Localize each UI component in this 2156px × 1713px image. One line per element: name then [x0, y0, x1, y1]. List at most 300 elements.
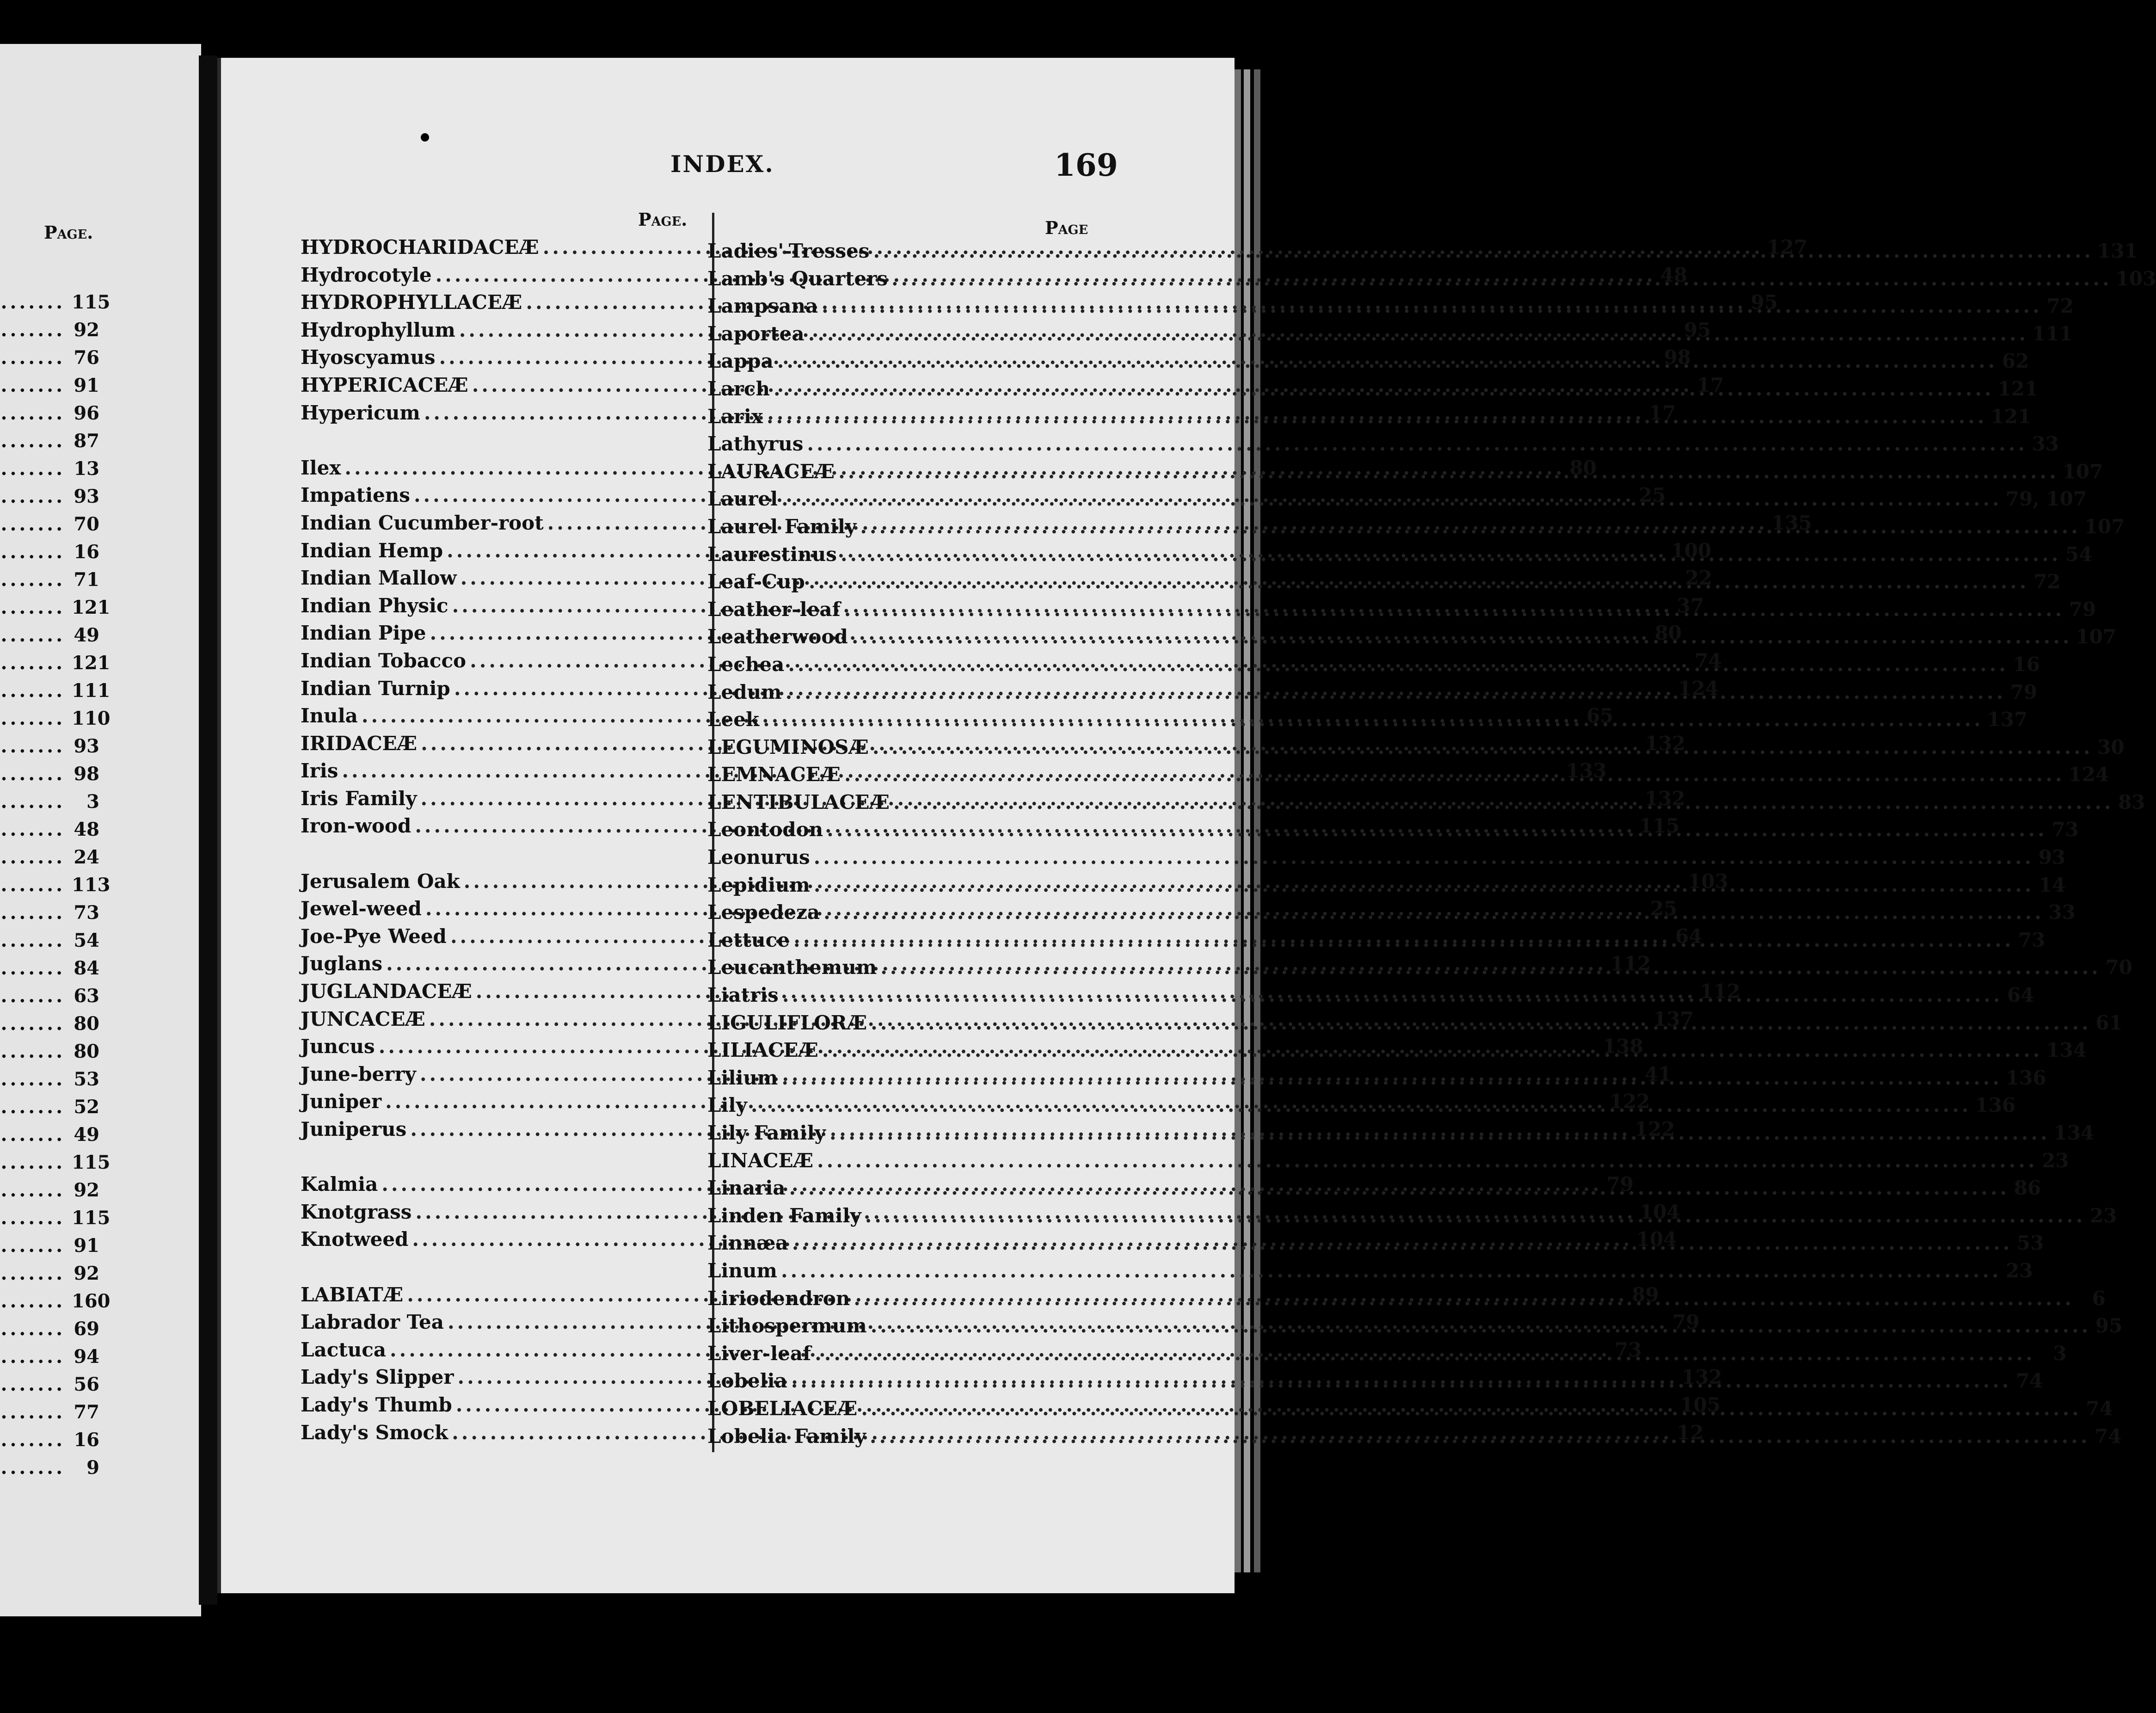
entry-name: LENTIBULACEÆ [707, 790, 890, 813]
left-page-number: 160 [72, 1290, 111, 1312]
dot-leader [0, 513, 65, 535]
left-page-number: 110 [72, 708, 111, 729]
left-page-number: 93 [74, 735, 99, 757]
left-page-entry [0, 375, 99, 402]
dot-leader [789, 1177, 2010, 1199]
entry-page: 104 [1636, 1228, 1677, 1251]
entry-page: 73 [1615, 1338, 1642, 1361]
entry-name: JUNCACEÆ [301, 1007, 425, 1030]
left-page-number: 91 [74, 375, 99, 396]
entry-page: 95 [1683, 318, 1711, 341]
entry-name: Juniper [301, 1090, 382, 1113]
dot-leader [827, 818, 2047, 841]
entry-name: Ilex [301, 456, 341, 479]
entry-page: 23 [2089, 1204, 2117, 1227]
left-page-entry [0, 708, 111, 735]
dot-leader [0, 1152, 65, 1173]
dot-leader [0, 791, 65, 813]
dot-leader [873, 240, 2094, 262]
entry-page: 136 [1975, 1094, 2016, 1117]
left-page-number: 87 [74, 430, 99, 452]
dot-leader [814, 846, 2034, 869]
entry-page: 95 [2095, 1314, 2123, 1337]
left-page-number: 115 [72, 291, 111, 313]
entry-name: Lappa [707, 350, 774, 373]
entry-name: Lobelia [707, 1369, 787, 1393]
entry-name: Liriodendron [707, 1287, 850, 1310]
entry-page: 100 [1671, 539, 1712, 562]
dot-leader [822, 295, 2042, 317]
left-page-list [0, 291, 111, 1485]
entry-page: 74 [2015, 1369, 2043, 1393]
entry-page: 79 [2069, 598, 2096, 621]
entry-page: 79 [1606, 1173, 1634, 1196]
left-page-number: 93 [74, 486, 99, 507]
entry-name: Laurestinus [707, 542, 837, 566]
dot-leader [0, 569, 65, 591]
dot-leader [807, 432, 2027, 455]
entry-name: Lily [707, 1094, 747, 1117]
dot-leader [0, 652, 65, 674]
entry-name: Juglans [301, 952, 383, 975]
entry-page: 103 [2115, 267, 2156, 290]
entry-page: 124 [2068, 763, 2109, 786]
dot-leader [0, 708, 65, 729]
entry-name: Indian Mallow [301, 567, 457, 590]
entry-name: Jewel-weed [301, 897, 422, 920]
left-page-number: 77 [74, 1401, 99, 1423]
left-page-entry [0, 1429, 99, 1457]
left-page-entry [0, 541, 99, 569]
dot-leader [841, 543, 2061, 566]
dot-leader [0, 1429, 65, 1451]
dot-leader [0, 458, 65, 480]
dot-leader [763, 708, 1984, 731]
entry-name: Iron-wood [301, 814, 412, 838]
entry-page: 23 [2006, 1259, 2033, 1282]
entry-page: 80 [1654, 622, 1682, 645]
entry-page: 137 [1653, 1007, 1694, 1030]
entry-name: Indian Pipe [301, 622, 426, 645]
entry-name: Indian Physic [301, 594, 448, 617]
entry-name: Inula [301, 704, 358, 727]
entry-page: 12 [1677, 1421, 1704, 1444]
entry-name: Juncus [301, 1035, 375, 1058]
entry-page: 17 [1648, 401, 1676, 424]
entry-name: LAURACEÆ [707, 460, 835, 483]
dot-leader [870, 1425, 2090, 1448]
dot-leader [0, 846, 65, 868]
entry-name: Hyoscyamus [301, 346, 436, 369]
dot-leader [788, 653, 2009, 676]
left-page-number: 48 [74, 819, 99, 840]
entry-page: 135 [1771, 511, 1812, 534]
dot-leader [0, 1207, 65, 1229]
entry-name: Juniperus [301, 1118, 407, 1140]
entry-name: Laurel [707, 487, 778, 511]
dot-leader [880, 956, 2101, 979]
dot-leader [0, 541, 65, 563]
left-page-number: 121 [72, 652, 111, 674]
dot-leader [786, 681, 2006, 703]
entry-page: 89 [1632, 1283, 1659, 1306]
entry-page: 74 [1695, 649, 1722, 672]
entry-name: Hydrophyllum [301, 318, 455, 341]
dot-leader [891, 267, 2112, 290]
dot-leader [0, 1401, 65, 1423]
dot-leader [871, 1011, 2091, 1034]
entry-page: 74 [2086, 1397, 2113, 1420]
entry-name: Lathyrus [707, 432, 804, 456]
left-page-entry [0, 597, 111, 624]
entry-name: Impatiens [301, 484, 410, 507]
left-page-number: 16 [74, 1429, 99, 1451]
entry-page: 107 [2076, 625, 2117, 648]
left-page-entry [0, 791, 99, 819]
left-page-entry [0, 1013, 99, 1041]
entry-name: Linaria [707, 1177, 786, 1200]
left-page-number: 16 [74, 541, 99, 563]
left-page-entry [0, 1179, 99, 1207]
dot-leader [0, 597, 65, 618]
entry-name: Ladies'-Tresses [707, 240, 870, 262]
left-page-number: 53 [74, 1068, 99, 1090]
entry-name: LEGUMINOSÆ [707, 735, 869, 758]
dot-leader [865, 1204, 2086, 1227]
dot-leader [751, 1094, 1972, 1116]
dot-leader [0, 1290, 65, 1312]
index-entry [707, 432, 2059, 460]
left-page-entry [0, 1263, 99, 1290]
entry-name: LIGULIFLORÆ [707, 1011, 867, 1034]
left-page-entry [0, 458, 99, 486]
left-page-number: 49 [74, 624, 99, 646]
left-page-entry [0, 319, 99, 347]
left-page-entry [0, 1346, 99, 1374]
left-page-entry [0, 902, 99, 930]
dot-leader [822, 1039, 2043, 1061]
dot-leader [815, 1342, 2035, 1365]
entry-name: Linnæa [707, 1232, 788, 1255]
left-page-number: 80 [74, 1041, 99, 1062]
entry-page: 122 [1634, 1118, 1675, 1140]
entry-name: Lactuca [301, 1338, 387, 1361]
dot-leader [0, 291, 65, 313]
index-entry [707, 846, 2066, 874]
left-page-entry [0, 291, 111, 319]
entry-name: Jerusalem Oak [301, 869, 460, 893]
entry-name: LINACEÆ [707, 1149, 814, 1172]
entry-name: HYDROCHARIDACEÆ [301, 236, 539, 259]
entry-name: Ledum [707, 680, 782, 703]
dot-leader [781, 1066, 2002, 1089]
entry-page: 70 [2105, 956, 2132, 979]
entry-page: 65 [1586, 704, 1614, 727]
dot-leader [838, 460, 2059, 483]
dot-leader [808, 322, 2029, 345]
left-page-label: Page. [44, 222, 93, 243]
dot-leader [767, 405, 1987, 428]
left-page-number: 115 [72, 1152, 111, 1173]
entry-page: 72 [2033, 570, 2061, 593]
entry-page: 79 [2010, 680, 2038, 703]
entry-page: 121 [1997, 377, 2039, 400]
dot-leader [0, 375, 65, 396]
left-page-entry [0, 1096, 99, 1124]
dot-leader [872, 736, 2093, 758]
entry-page: 133 [1566, 759, 1607, 783]
entry-name: Leaf-Cup [707, 570, 805, 593]
entry-name: Hydrocotyle [301, 263, 432, 286]
ink-spot [421, 133, 429, 142]
dot-leader [0, 1179, 65, 1201]
left-page-entry [0, 1374, 99, 1401]
entry-name: Iris [301, 759, 338, 783]
left-page-number: 69 [74, 1318, 99, 1340]
entry-name: Lampsana [707, 295, 818, 318]
entry-page: 62 [2002, 350, 2029, 373]
entry-name: LABIATÆ [301, 1283, 404, 1306]
dot-leader [871, 1314, 2091, 1337]
left-page-entry [0, 1124, 99, 1152]
entry-page: 74 [2095, 1424, 2122, 1448]
left-page-number: 111 [72, 680, 111, 702]
entry-name: Laportea [707, 322, 805, 345]
dot-leader [844, 763, 2065, 786]
dot-leader [0, 1318, 65, 1340]
dot-leader [0, 1068, 65, 1090]
left-page-entry [0, 874, 111, 902]
page-title: INDEX. [670, 150, 774, 178]
entry-name: Leatherwood [707, 625, 848, 648]
left-page-number: 94 [74, 1346, 99, 1368]
entry-page: 134 [2046, 1039, 2087, 1062]
left-page-number: 92 [74, 319, 99, 341]
left-page-entry [0, 985, 99, 1013]
left-page-entry [0, 430, 99, 458]
entry-name: Larch [707, 377, 770, 400]
dot-leader [0, 430, 65, 452]
entry-page: 105 [1680, 1393, 1721, 1416]
entry-page: 37 [1677, 594, 1704, 617]
column-1-page-label: Page. [638, 209, 688, 230]
dot-leader [0, 957, 65, 979]
left-page-number: 24 [74, 846, 99, 868]
dot-leader [0, 1124, 65, 1146]
dot-leader [0, 1263, 65, 1284]
entry-page: 107 [2062, 460, 2103, 483]
left-page-entry [0, 1235, 99, 1263]
dot-leader [0, 1013, 65, 1035]
entry-name: HYDROPHYLLACEÆ [301, 291, 522, 314]
entry-name: Lady's Slipper [301, 1366, 454, 1389]
entry-page: 104 [1640, 1200, 1680, 1223]
left-page-entry [0, 652, 111, 680]
entry-page: 98 [1664, 346, 1691, 369]
entry-name: Lady's Smock [301, 1421, 448, 1444]
left-page-entry [0, 1152, 111, 1179]
dot-leader [861, 1397, 2082, 1420]
entry-page: 93 [2038, 846, 2066, 869]
dot-leader [774, 377, 1994, 400]
entry-page: 132 [1645, 732, 1686, 755]
dot-leader [0, 1041, 65, 1062]
entry-name: LOBELIACEÆ [707, 1397, 858, 1420]
dot-leader [0, 1346, 65, 1368]
entry-name: Hypericum [301, 401, 420, 424]
left-page [0, 44, 201, 1616]
entry-page: 112 [1610, 952, 1651, 975]
left-page-number: 52 [74, 1096, 99, 1118]
left-page-entry [0, 680, 111, 708]
entry-page: 112 [1700, 980, 1741, 1003]
entry-name: Kalmia [301, 1173, 378, 1196]
dot-leader [782, 984, 2003, 1006]
entry-page: 80 [1569, 456, 1597, 479]
page-shadow [217, 58, 221, 1593]
entry-name: Lithospermum [707, 1314, 867, 1337]
dot-leader [781, 487, 2002, 510]
dot-leader [814, 874, 2034, 896]
dot-leader [0, 930, 65, 951]
dot-leader [809, 570, 2029, 593]
left-page-number: 91 [74, 1235, 99, 1257]
entry-name: Linum [707, 1259, 777, 1282]
left-page-entry [0, 1207, 111, 1235]
left-page-number: 115 [72, 1207, 111, 1229]
entry-page: 131 [2097, 240, 2138, 262]
left-page-number: 96 [74, 402, 99, 424]
left-page-number: 71 [74, 569, 99, 591]
dot-leader [829, 1121, 2050, 1144]
dot-leader [0, 319, 65, 341]
entry-page: 25 [1639, 484, 1666, 507]
entry-page: 53 [2016, 1232, 2044, 1255]
left-page-number: 49 [74, 1124, 99, 1146]
dot-leader [844, 598, 2065, 621]
index-entry [707, 1259, 2033, 1287]
left-page-number: 54 [74, 930, 99, 951]
entry-page: 73 [2018, 928, 2045, 951]
entry-page: 137 [1987, 708, 2028, 731]
left-page-number: 84 [74, 957, 99, 979]
dot-leader [0, 1096, 65, 1118]
entry-page: 121 [1990, 405, 2032, 428]
entry-page: 95 [1751, 291, 1778, 314]
gutter [199, 55, 217, 1605]
dot-leader [0, 902, 65, 924]
left-page-entry [0, 930, 99, 957]
left-page-number: 13 [74, 458, 99, 480]
dot-leader [792, 1232, 2013, 1254]
entry-page: 54 [2065, 542, 2093, 566]
entry-name: Liatris [707, 984, 779, 1007]
dot-leader [0, 819, 65, 840]
left-page-entry [0, 347, 99, 375]
entry-name: Joe-Pye Weed [301, 924, 447, 948]
entry-page: 72 [2046, 295, 2074, 318]
entry-name: Indian Hemp [301, 539, 443, 562]
dot-leader [860, 515, 2081, 538]
entry-name: Indian Cucumber-root [301, 511, 544, 534]
left-page-entry [0, 1041, 99, 1068]
left-page-entry [0, 486, 99, 513]
dot-leader [0, 763, 65, 785]
entry-page: 61 [2095, 1011, 2123, 1034]
dot-leader [0, 874, 65, 896]
dot-leader [854, 1287, 2074, 1310]
entry-page: 14 [2039, 873, 2066, 896]
entry-page: 16 [2013, 653, 2040, 676]
entry-name: Knotweed [301, 1228, 409, 1251]
entry-name: LEMNACEÆ [707, 763, 841, 786]
left-page-number: 3 [86, 791, 99, 813]
left-page-entry [0, 819, 99, 846]
dot-leader [0, 1457, 65, 1479]
entry-page: 115 [1639, 814, 1680, 838]
entry-page: 64 [1675, 924, 1702, 948]
left-page-entry [0, 957, 99, 985]
left-page-number: 98 [74, 763, 99, 785]
column-2-page-label: Page [1045, 217, 1088, 238]
entry-name: Leek [707, 708, 760, 731]
left-page-entry [0, 1401, 99, 1429]
entry-name: Leather-leaf [707, 598, 841, 621]
dot-leader [781, 1259, 2002, 1282]
dot-leader [0, 624, 65, 646]
entry-name: June-berry [301, 1062, 416, 1085]
entry-name: IRIDACEÆ [301, 732, 418, 755]
entry-page: 79, 107 [2005, 487, 2087, 511]
entry-page: 107 [2084, 515, 2125, 538]
left-page-entry [0, 1290, 111, 1318]
entry-page: 79 [1672, 1311, 1700, 1334]
entry-page: 48 [1660, 263, 1688, 286]
entry-page: 134 [2053, 1121, 2095, 1144]
dot-leader [777, 350, 1998, 372]
entry-page: 22 [1685, 567, 1713, 590]
entry-page: 138 [1603, 1035, 1643, 1058]
entry-page: 86 [2014, 1177, 2041, 1200]
left-page-number: 9 [86, 1457, 99, 1479]
left-page-number: 73 [74, 902, 99, 924]
entry-name: Leucanthemum [707, 956, 877, 979]
left-page-entry [0, 763, 99, 791]
entry-page: 33 [2048, 901, 2076, 924]
dot-leader [893, 791, 2114, 813]
entry-page: 73 [2052, 818, 2079, 841]
entry-name: LILIACEÆ [707, 1039, 818, 1062]
entry-name: Lettuce [707, 928, 790, 951]
entry-name: Leonurus [707, 846, 810, 869]
entry-page: 127 [1767, 236, 1808, 259]
dot-leader [0, 347, 65, 369]
entry-page: 122 [1609, 1090, 1650, 1113]
left-page-number: 121 [72, 597, 111, 618]
index-spacer [301, 1256, 698, 1283]
left-page-number: 80 [74, 1013, 99, 1035]
entry-name: Lilium [707, 1066, 778, 1089]
entry-name: Liver-leaf [707, 1342, 811, 1365]
left-page-entry [0, 1318, 99, 1346]
left-page-entry [0, 1457, 99, 1485]
left-page-number: 113 [72, 874, 111, 896]
entry-page: 41 [1645, 1062, 1672, 1085]
entry-name: Lobelia Family [707, 1424, 866, 1448]
entry-name: Lechea [707, 653, 785, 676]
dot-leader [0, 1235, 65, 1257]
entry-page: 103 [1688, 869, 1729, 893]
